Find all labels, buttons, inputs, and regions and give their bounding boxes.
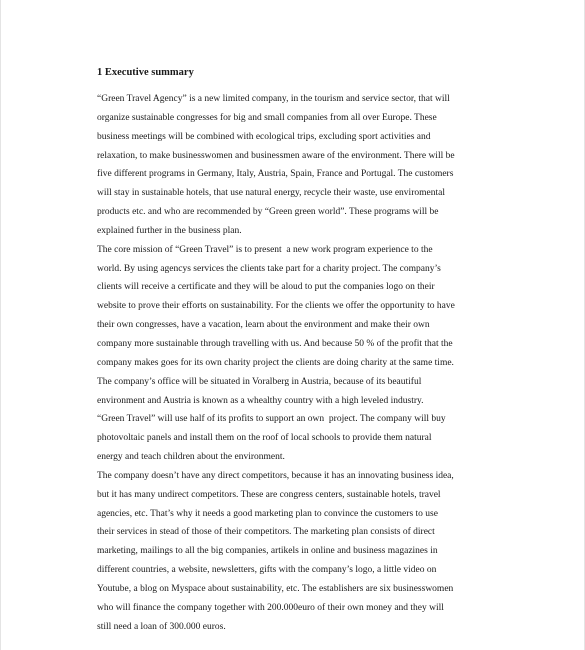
text-line: agencies, etc. That’s why it needs a good marketing plan to convince the customers to use (97, 508, 438, 519)
text-line: five different programs in Germany, Italy, Austria, Spain, France and Portugal. The customers (97, 169, 454, 180)
paragraph-introduction (97, 90, 507, 241)
text-line: “Green Travel” will use half of its profits to support an own project. The company will buy (97, 414, 446, 425)
text-line: their services in stead of those of their competitors. The marketing plan consists of direct (97, 527, 435, 538)
text-line: marketing, mailings to all the big companies, artikels in online and business magazines in (97, 546, 438, 557)
text-line: will stay in sustainable hotels, that use natural energy, recycle their waste, use enviromental (97, 188, 445, 199)
text-line: company more sustainable through travelling with us. And because 50 % of the profit that the (97, 338, 453, 349)
text-line: different countries, a website, newsletters, gifts with the company’s logo, a little video on (97, 565, 437, 576)
text-line: photovoltaic panels and install them on the roof of local schools to provide them natural (97, 433, 432, 444)
text-line: The company’s office will be situated in Voralberg in Austria, because of its beautiful (97, 376, 422, 387)
text-line: explained further in the business plan. (97, 225, 242, 236)
text-line: their own congresses, have a vacation, learn about the environment and make their own (97, 320, 430, 331)
text-line: but it has many undirect competitors. These are congress centers, sustainable hotels, travel (97, 489, 441, 500)
text-line: company makes goes for its own charity project the clients are doing charity at the same time. (97, 357, 454, 368)
text-line: environment and Austria is known as a whealthy country with a high leveled industry. (97, 395, 424, 406)
paragraph-competition-marketing (97, 467, 507, 637)
section-heading: 1 Executive summary (97, 67, 194, 78)
text-line: business meetings will be combined with ecological trips, excluding sport activities and (97, 131, 431, 142)
document-content (97, 66, 507, 636)
text-line: website to prove their efforts on sustainability. For the clients we offer the opportunity to have (97, 301, 455, 312)
text-line: Youtube, a blog on Myspace about sustainability, etc. The establishers are six businesswomen (97, 583, 454, 594)
text-line: products etc. and who are recommended by “Green green world”. These programs will be (97, 207, 439, 218)
text-line: The core mission of “Green Travel” is to present a new work program experience to the (97, 244, 433, 255)
text-line: still need a loan of 300.000 euros. (97, 621, 226, 632)
text-line: “Green Travel Agency” is a new limited company, in the tourism and service sector, that will (97, 94, 450, 104)
text-line: organize sustainable congresses for big and small companies from all over Europe. These (97, 112, 437, 123)
text-line: world. By using agencys services the clients take part for a charity project. The company’s (97, 263, 441, 274)
text-line: The company doesn’t have any direct competitors, because it has an innovating business idea, (97, 470, 454, 481)
paragraph-mission (97, 241, 507, 467)
text-line: energy and teach children about the environment. (97, 452, 285, 463)
text-line: relaxation, to make businesswomen and businessmen aware of the environment. There will be (97, 150, 455, 161)
text-line: who will finance the company together with 200.000euro of their own money and they will (97, 602, 444, 613)
text-line: clients will receive a certificate and they will be aloud to put the companies logo on their (97, 282, 435, 293)
